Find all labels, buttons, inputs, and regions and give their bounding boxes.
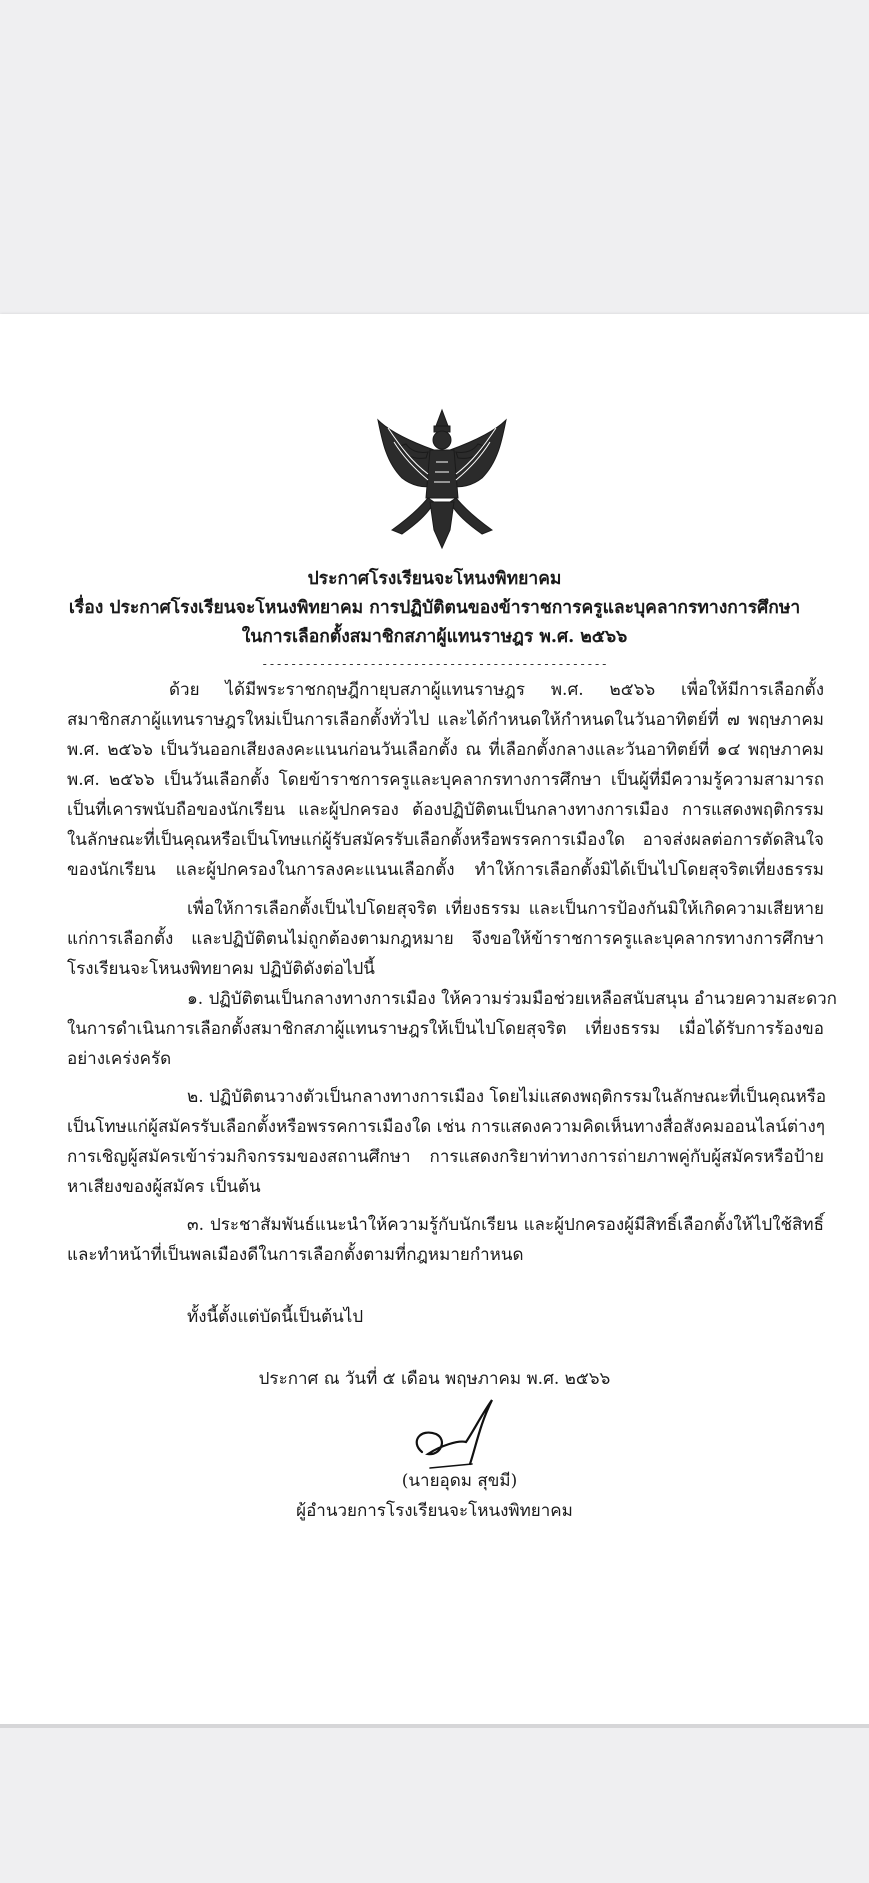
item-1-line-3: อย่างเคร่งครัด — [67, 1049, 172, 1069]
paragraph-1-line-7: ของนักเรียน และผู้ปกครองในการลงคะแนนเลือกตั้ง ทำให้การเลือกตั้งมิได้เป็นไปโดยสุจริตเที่ยงธรรม — [67, 860, 824, 880]
document-subject-line1: เรื่อง ประกาศโรงเรียนจะโหนงพิทยาคม การปฏิบัติตนของข้าราชการครูและบุคลากรทางการศึกษา — [68, 598, 801, 618]
item-1-line-1: ๑. ปฏิบัติตนเป็นกลางทางการเมือง ให้ความร่วมมือช่วยเหลือสนับสนุน อำนวยความสะดวก — [187, 989, 837, 1009]
paragraph-1-line-6: ในลักษณะที่เป็นคุณหรือเป็นโทษแก่ผู้รับสมัครรับเลือกตั้งหรือพรรคการเมืองใด อาจส่งผลต่อการตัดสินใจ — [67, 830, 824, 850]
paragraph-1-line-3: พ.ศ. ๒๕๖๖ เป็นวันออกเสียงลงคะแนนก่อนวันเลือกตั้ง ณ ที่เลือกตั้งกลางและวันอาทิตย์ที่ ๑๔ พฤษภาคม — [67, 740, 824, 760]
document-page — [0, 314, 869, 1724]
item-2-line-4: หาเสียงของผู้สมัคร เป็นต้น — [67, 1177, 261, 1197]
paragraph-1-line-4: พ.ศ. ๒๕๖๖ เป็นวันเลือกตั้ง โดยข้าราชการครูและบุคลากรทางการศึกษา เป็นผู้ที่มีความรู้ความสามารถ — [67, 770, 824, 790]
header-divider: ------------------------------------------------ — [261, 657, 608, 671]
signer-position: ผู้อำนวยการโรงเรียนจะโหนงพิทยาคม — [296, 1501, 573, 1521]
item-1-line-2: ในการดำเนินการเลือกตั้งสมาชิกสภาผู้แทนราษฎรให้เป็นไปโดยสุจริต เที่ยงธรรม เมื่อได้รับการร้องขอ — [67, 1019, 824, 1039]
paragraph-2-line-2: แก่การเลือกตั้ง และปฏิบัติตนไม่ถูกต้องตามกฎหมาย จึงขอให้ข้าราชการครูและบุคลากรทางการศึกษา — [67, 929, 824, 949]
item-2-line-2: เป็นโทษแก่ผู้สมัครรับเลือกตั้งหรือพรรคการเมืองใด เช่น การแสดงความคิดเห็นทางสื่อสังคมออนไลน์ต่างๆ — [67, 1117, 825, 1137]
item-3-line-2: และทำหน้าที่เป็นพลเมืองดีในการเลือกตั้งตามที่กฎหมายกำหนด — [67, 1245, 524, 1265]
effective-statement: ทั้งนี้ตั้งแต่บัดนี้เป็นต้นไป — [187, 1307, 364, 1327]
item-3-line-1: ๓. ประชาสัมพันธ์แนะนำให้ความรู้กับนักเรียน และผู้ปกครองผู้มีสิทธิ์เลือกตั้งให้ไปใช้สิทธิ์ — [187, 1215, 824, 1235]
page-bottom-edge — [0, 1724, 869, 1728]
garuda-emblem-icon — [372, 402, 512, 552]
paragraph-1-line-5: เป็นที่เคารพนับถือของนักเรียน และผู้ปกครอง ต้องปฏิบัติตนเป็นกลางทางการเมือง การแสดงพฤติกรรม — [67, 800, 824, 820]
paragraph-2-line-1: เพื่อให้การเลือกตั้งเป็นไปโดยสุจริต เที่ยงธรรม และเป็นการป้องกันมิให้เกิดความเสียหาย — [187, 899, 824, 919]
document-subject-line2: ในการเลือกตั้งสมาชิกสภาผู้แทนราษฎร พ.ศ. ๒๕๖๖ — [241, 627, 628, 647]
document-title: ประกาศโรงเรียนจะโหนงพิทยาคม — [307, 569, 562, 589]
paragraph-2-line-3: โรงเรียนจะโหนงพิทยาคม ปฏิบัติดังต่อไปนี้ — [67, 959, 375, 979]
paragraph-1-line-2: สมาชิกสภาผู้แทนราษฎรใหม่เป็นการเลือกตั้งทั่วไป และได้กำหนดให้กำหนดในวันอาทิตย์ที่ ๗ พฤษภาคม — [67, 710, 824, 730]
signer-name: (นายอุดม สุขมี) — [401, 1471, 518, 1491]
item-2-line-1: ๒. ปฏิบัติตนวางตัวเป็นกลางทางการเมือง โดยไม่แสดงพฤติกรรมในลักษณะที่เป็นคุณหรือ — [187, 1087, 827, 1107]
item-2-line-3: การเชิญผู้สมัครเข้าร่วมกิจกรรมของสถานศึกษา การแสดงกริยาท่าทางการถ่ายภาพคู่กับผู้สมัครหรือป้าย — [67, 1147, 824, 1167]
announcement-date: ประกาศ ณ วันที่ ๕ เดือน พฤษภาคม พ.ศ. ๒๕๖๖ — [258, 1369, 611, 1389]
paragraph-1-line-1: ด้วย ได้มีพระราชกฤษฎีกายุบสภาผู้แทนราษฎร พ.ศ. ๒๕๖๖ เพื่อให้มีการเลือกตั้ง — [169, 680, 824, 700]
